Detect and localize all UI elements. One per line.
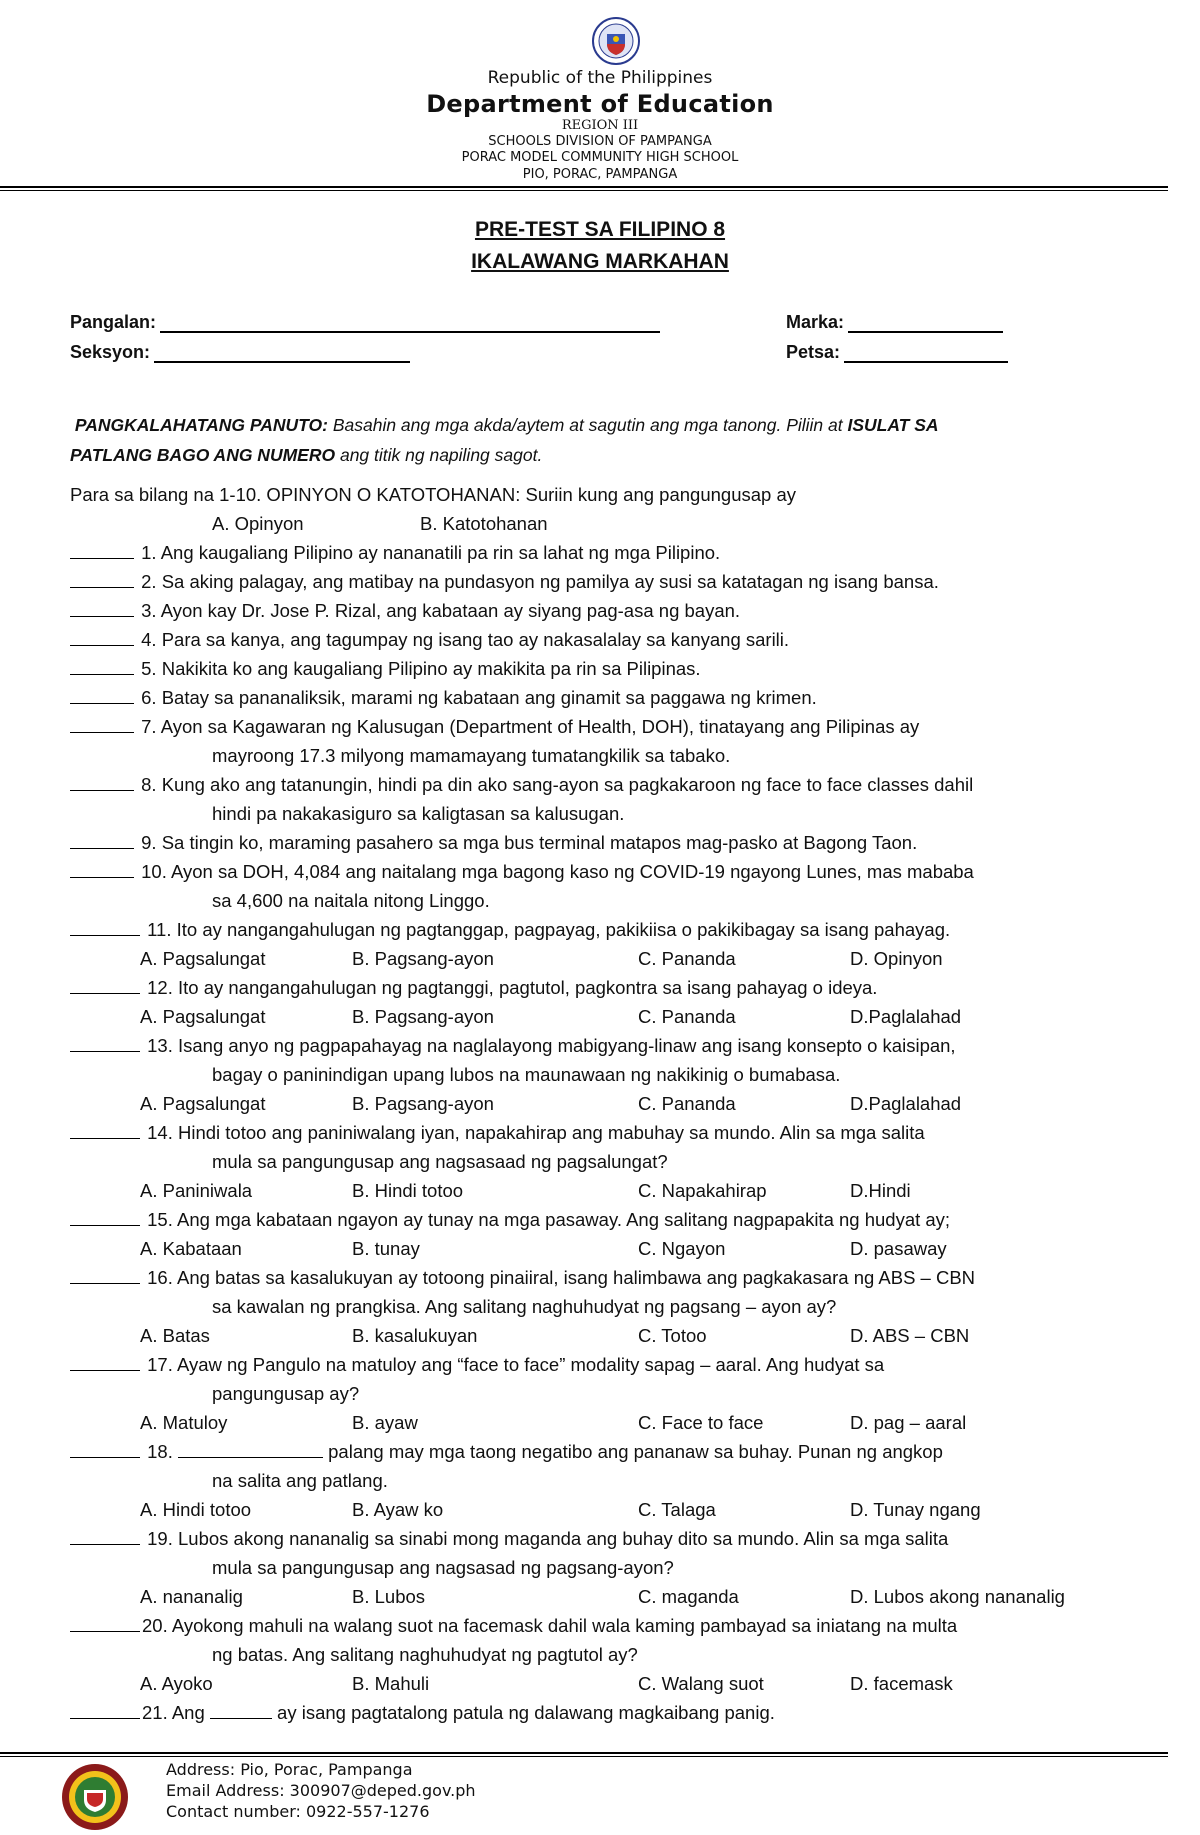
question-13 (70, 1031, 1130, 1060)
test-subtitle: IKALAWANG MARKAHAN (471, 250, 729, 273)
question-17 (70, 1350, 1130, 1379)
choice-c: C. Totoo (638, 1325, 707, 1346)
question-8 (70, 770, 1130, 799)
question-12-text: 12. Ito ay nangangahulugan ng pagtanggi, pagtutol, pagkontra sa isang pahayag o ideya. (147, 977, 878, 998)
score-input-line[interactable] (848, 315, 1003, 333)
header-division: SCHOOLS DIVISION OF PAMPANGA (488, 134, 712, 149)
question-20 (70, 1611, 1130, 1640)
instructions-text-2: ang titik ng napiling sagot. (335, 445, 543, 465)
question-20-cont: ng batas. Ang salitang naghuhudyat ng pagtutol ay? (212, 1644, 638, 1665)
question-7-cont: mayroong 17.3 milyong mamamayang tumatangkilik sa tabako. (212, 745, 731, 766)
question-5 (70, 654, 1130, 683)
choice-d: D. facemask (850, 1673, 953, 1694)
footer-contact: Contact number: 0922-557-1276 (166, 1802, 430, 1821)
question-20-choices (70, 1669, 1130, 1698)
choice-d: D. Tunay ngang (850, 1499, 981, 1520)
choice-c: C. Ngayon (638, 1238, 726, 1259)
section-label: Seksyon: (70, 342, 151, 362)
question-14 (70, 1118, 1130, 1147)
question-19-cont: mula sa pangungusap ang nagsasad ng pagsang-ayon? (212, 1557, 674, 1578)
answer-blank-3[interactable] (70, 615, 134, 617)
choice-a: A. nananalig (140, 1586, 243, 1607)
answer-blank-14[interactable] (70, 1137, 140, 1139)
question-7 (70, 712, 1130, 741)
question-21-text: ay isang pagtatalong patula ng dalawang magkaibang panig. (277, 1702, 775, 1723)
question-16 (70, 1263, 1130, 1292)
question-17-cont: pangungusap ay? (212, 1383, 360, 1404)
fill-in-blank-18[interactable] (178, 1456, 323, 1458)
footer-email: Email Address: 300907@deped.gov.ph (166, 1781, 476, 1800)
answer-blank-6[interactable] (70, 702, 134, 704)
question-4-text: 4. Para sa kanya, ang tagumpay ng isang tao ay nakasalalay sa kanyang sarili. (141, 629, 790, 650)
general-instructions (70, 410, 1070, 470)
fill-in-blank-21[interactable] (210, 1717, 272, 1719)
question-14-text: 14. Hindi totoo ang paniniwalang iyan, napakahirap ang mabuhay sa mundo. Alin sa mga salita (147, 1122, 925, 1143)
instructions-text-1: Basahin ang mga akda/aytem at sagutin ang mga tanong. Piliin at (327, 415, 848, 435)
question-11-text: 11. Ito ay nangangahulugan ng pagtanggap, pagpayag, pakikiisa o pakikibagay sa isang pahayag. (147, 919, 951, 940)
choice-c: C. Talaga (638, 1499, 716, 1520)
answer-blank-17[interactable] (70, 1369, 140, 1371)
choice-d: D. pasaway (850, 1238, 947, 1259)
footer-divider-thin (0, 1756, 1168, 1757)
choice-c: C. Walang suot (638, 1673, 764, 1694)
score-label: Marka: (786, 312, 845, 332)
question-6-text: 6. Batay sa pananaliksik, marami ng kabataan ang ginamit sa paggawa ng krimen. (141, 687, 817, 708)
name-label: Pangalan: (70, 312, 157, 332)
answer-blank-9[interactable] (70, 847, 134, 849)
choice-d: D. pag – aaral (850, 1412, 967, 1433)
answer-blank-4[interactable] (70, 644, 134, 646)
question-21 (70, 1698, 1130, 1727)
question-10 (70, 857, 1130, 886)
date-field (786, 342, 1008, 363)
choice-d: D.Paglalahad (850, 1006, 962, 1027)
question-9-text: 9. Sa tingin ko, maraming pasahero sa mga bus terminal matapos mag-pasko at Bagong Taon. (141, 832, 918, 853)
question-1 (70, 538, 1130, 567)
option-a: A. Opinyon (212, 513, 304, 534)
question-18-number: 18. (147, 1441, 173, 1462)
choice-a: A. Hindi totoo (140, 1499, 252, 1520)
question-6 (70, 683, 1130, 712)
question-10-cont: sa 4,600 na naitala nitong Linggo. (212, 890, 490, 911)
question-13-text: 13. Isang anyo ng pagpapahayag na naglalayong mabigyang-linaw ang isang konsepto o kaisipan, (147, 1035, 956, 1056)
choice-a: A. Paniniwala (140, 1180, 253, 1201)
option-b: B. Katotohanan (420, 513, 548, 534)
answer-blank-11[interactable] (70, 934, 140, 936)
answer-blank-1[interactable] (70, 557, 134, 559)
header-divider-thin (0, 190, 1168, 191)
instructions-emphasis-1: ISULAT SA (847, 415, 939, 435)
instructions-emphasis-2: PATLANG BAGO ANG NUMERO (70, 445, 336, 465)
question-19-choices (70, 1582, 1130, 1611)
question-14-cont: mula sa pangungusap ang nagsasaad ng pagsalungat? (212, 1151, 668, 1172)
footer-divider (0, 1752, 1168, 1754)
answer-blank-8[interactable] (70, 789, 134, 791)
section-intro: Para sa bilang na 1-10. OPINYON O KATOTOHANAN: Suriin kung ang pangungusap ay (70, 484, 796, 505)
choice-b: B. kasalukuyan (352, 1325, 478, 1346)
answer-blank-7[interactable] (70, 731, 134, 733)
header-school: PORAC MODEL COMMUNITY HIGH SCHOOL (461, 150, 739, 165)
question-16-text: 16. Ang batas sa kasalukuyan ay totoong pinaiiral, isang halimbawa ang pagkakasara ng ABS – CBN (147, 1267, 976, 1288)
date-input-line[interactable] (844, 345, 1008, 363)
header-republic: Republic of the Philippines (487, 68, 713, 88)
header-department: Department of Education (426, 90, 774, 118)
question-19-text: 19. Lubos akong nananalig sa sinabi mong maganda ang buhay dito sa mundo. Alin sa mga salita (147, 1528, 949, 1549)
question-14-choices (70, 1176, 1130, 1205)
question-11 (70, 915, 1130, 944)
name-input-line[interactable] (160, 315, 660, 333)
question-19 (70, 1524, 1130, 1553)
question-13-cont: bagay o paninindigan upang lubos na maunawaan ng nakikinig o bumabasa. (212, 1064, 841, 1085)
question-12-choices (70, 1002, 1130, 1031)
question-13-choices (70, 1089, 1130, 1118)
answer-blank-13[interactable] (70, 1050, 140, 1052)
answer-blank-21[interactable] (70, 1717, 140, 1719)
test-body (70, 480, 1130, 1727)
question-20-text: 20. Ayokong mahuli na walang suot na facemask dahil wala kaming pambayad sa iniatang na multa (142, 1615, 958, 1636)
choice-a: A. Pagsalungat (140, 1093, 266, 1114)
section-field (70, 342, 410, 363)
choice-a: A. Matuloy (140, 1412, 228, 1433)
choice-c: C. Face to face (638, 1412, 764, 1433)
question-18-text: palang may mga taong negatibo ang pananaw sa buhay. Punan ng angkop (328, 1441, 943, 1462)
question-18-choices (70, 1495, 1130, 1524)
instructions-label: PANGKALAHATANG PANUTO: (74, 415, 328, 435)
answer-blank-10[interactable] (70, 876, 134, 878)
choice-b: B. ayaw (352, 1412, 418, 1433)
choice-d: D.Hindi (850, 1180, 911, 1201)
question-8-cont: hindi pa nakakasiguro sa kaligtasan sa kalusugan. (212, 803, 625, 824)
choice-b: B. Pagsang-ayon (352, 1093, 494, 1114)
question-12 (70, 973, 1130, 1002)
header-region: REGION III (561, 118, 639, 133)
question-18 (70, 1437, 1130, 1466)
question-16-choices (70, 1321, 1130, 1350)
choice-a: A. Ayoko (140, 1673, 213, 1694)
choice-d: D. Opinyon (850, 948, 943, 969)
choice-b: B. Pagsang-ayon (352, 948, 494, 969)
date-label: Petsa: (786, 342, 841, 362)
question-15-text: 15. Ang mga kabataan ngayon ay tunay na mga pasaway. Ang salitang nagpapakita ng hudyat ay; (147, 1209, 951, 1230)
deped-seal-icon (591, 16, 641, 66)
choice-c: C. Pananda (638, 948, 736, 969)
question-7-text: 7. Ayon sa Kagawaran ng Kalusugan (Department of Health, DOH), tinatayang ang Pilipinas ay (141, 716, 920, 737)
question-15-choices (70, 1234, 1130, 1263)
choice-c: C. Pananda (638, 1006, 736, 1027)
footer-address: Address: Pio, Porac, Pampanga (166, 1760, 413, 1779)
score-field (786, 312, 1003, 333)
choice-b: B. Lubos (352, 1586, 426, 1607)
choice-c: C. Napakahirap (638, 1180, 767, 1201)
choice-d: D. Lubos akong nananalig (850, 1586, 1065, 1607)
question-5-text: 5. Nakikita ko ang kaugaliang Pilipino ay makikita pa rin sa Pilipinas. (141, 658, 701, 679)
answer-blank-16[interactable] (70, 1282, 140, 1284)
answer-blank-5[interactable] (70, 673, 134, 675)
choice-b: B. tunay (352, 1238, 420, 1259)
question-4 (70, 625, 1130, 654)
choice-b: B. Ayaw ko (352, 1499, 444, 1520)
choice-b: B. Hindi totoo (352, 1180, 464, 1201)
answer-blank-12[interactable] (70, 992, 140, 994)
choice-a: A. Batas (140, 1325, 210, 1346)
header-address: PIO, PORAC, PAMPANGA (522, 167, 678, 182)
question-9 (70, 828, 1130, 857)
answer-blank-18[interactable] (70, 1456, 140, 1458)
answer-blank-19[interactable] (70, 1543, 140, 1545)
choice-d: D. ABS – CBN (850, 1325, 970, 1346)
question-18-cont: na salita ang patlang. (212, 1470, 388, 1491)
question-21-number: 21. Ang (142, 1702, 205, 1723)
answer-blank-20[interactable] (70, 1630, 140, 1632)
question-15 (70, 1205, 1130, 1234)
question-3 (70, 596, 1130, 625)
choice-b: B. Mahuli (352, 1673, 430, 1694)
header-divider (0, 186, 1168, 188)
name-field (70, 312, 660, 333)
school-logo-icon (60, 1762, 130, 1832)
question-1-text: 1. Ang kaugaliang Pilipino ay nananatili pa rin sa lahat ng mga Pilipino. (141, 542, 721, 563)
choice-c: C. maganda (638, 1586, 739, 1607)
choice-d: D.Paglalahad (850, 1093, 962, 1114)
question-3-text: 3. Ayon kay Dr. Jose P. Rizal, ang kabataan ay siyang pag-asa ng bayan. (141, 600, 741, 621)
question-10-text: 10. Ayon sa DOH, 4,084 ang naitalang mga bagong kaso ng COVID-19 ngayong Lunes, mas mababa (141, 861, 974, 882)
question-8-text: 8. Kung ako ang tatanungin, hindi pa din ako sang-ayon sa pagkakaroon ng face to face classes dahil (141, 774, 974, 795)
question-17-choices (70, 1408, 1130, 1437)
section-input-line[interactable] (154, 345, 410, 363)
section-options (70, 509, 1130, 538)
choice-c: C. Pananda (638, 1093, 736, 1114)
choice-a: A. Pagsalungat (140, 948, 266, 969)
question-17-text: 17. Ayaw ng Pangulo na matuloy ang “face to face” modality sapag – aaral. Ang hudyat sa (147, 1354, 885, 1375)
choice-a: A. Kabataan (140, 1238, 242, 1259)
question-16-cont: sa kawalan ng prangkisa. Ang salitang naghuhudyat ng pagsang – ayon ay? (212, 1296, 837, 1317)
choice-b: B. Pagsang-ayon (352, 1006, 494, 1027)
choice-a: A. Pagsalungat (140, 1006, 266, 1027)
answer-blank-2[interactable] (70, 586, 134, 588)
question-2 (70, 567, 1130, 596)
question-2-text: 2. Sa aking palagay, ang matibay na pundasyon ng pamilya ay susi sa katatagan ng isang bansa. (141, 571, 939, 592)
test-title: PRE-TEST SA FILIPINO 8 (474, 218, 726, 241)
question-11-choices (70, 944, 1130, 973)
answer-blank-15[interactable] (70, 1224, 140, 1226)
